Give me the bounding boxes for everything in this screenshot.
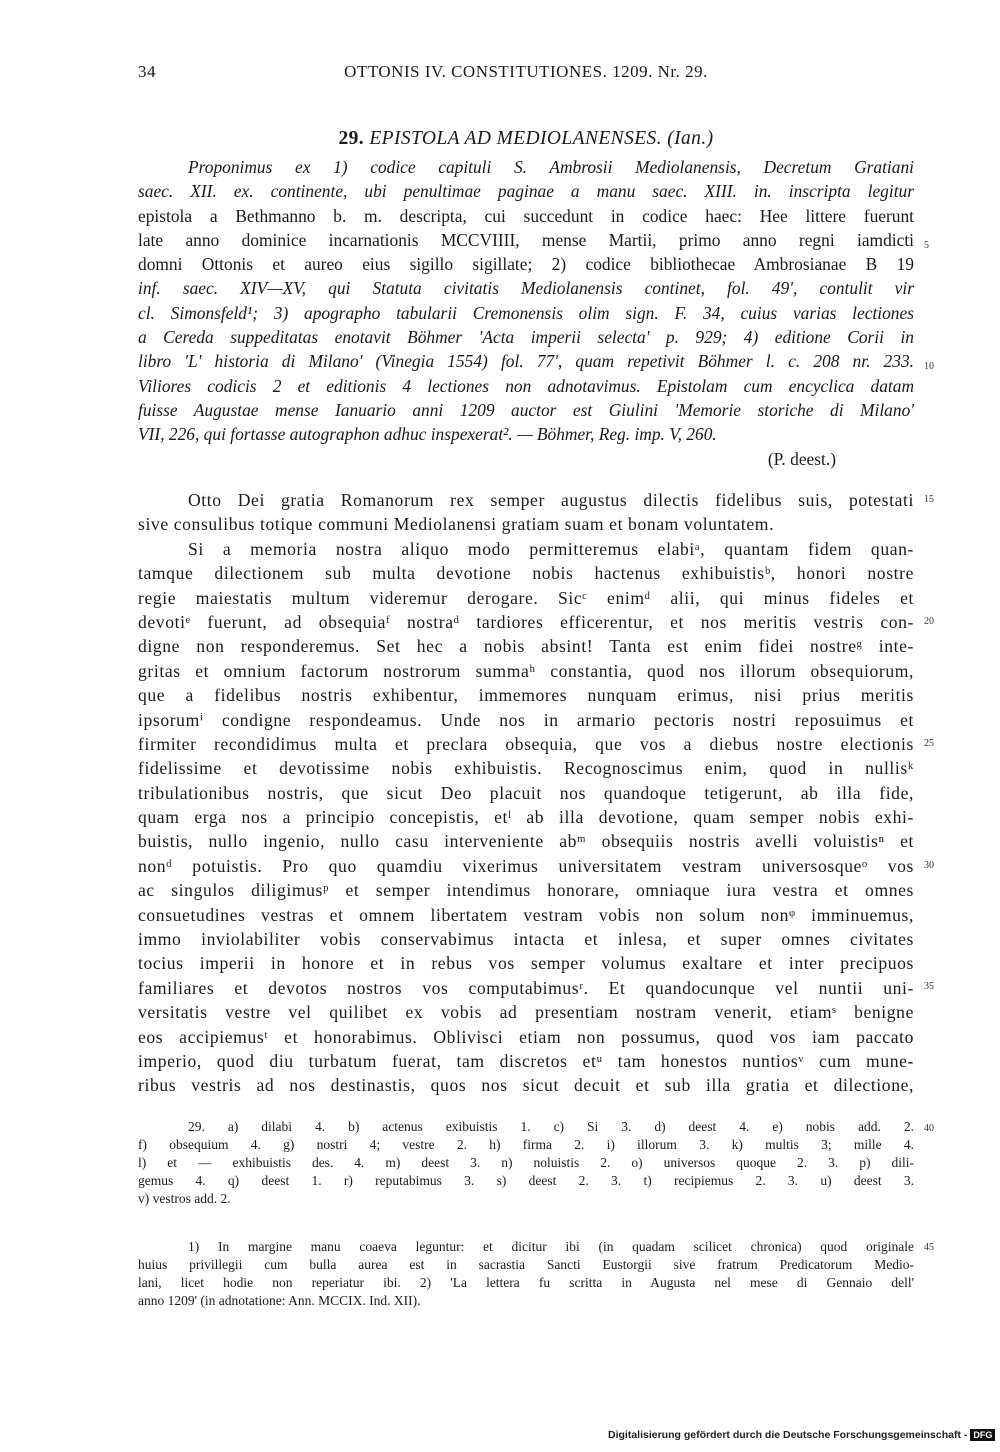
body-line: que a fidelibus nostris exhibentur, immemores nunquam erimus, nisi prius meritis [138, 685, 914, 706]
intro-end: (P. deest.) [767, 448, 836, 469]
line-number: 30 [924, 860, 934, 871]
running-title: OTTONIS IV. CONSTITUTIONES. 1209. Nr. 29. [344, 62, 708, 81]
title-text: EPISTOLA AD MEDIOLANENSES. (Ian.) [369, 128, 714, 149]
intro-line: fuisse Augustae mense Ianuario anni 1209 auctor est Giulini 'Memorie storiche di Milano' [138, 399, 914, 420]
line-number: 45 [924, 1242, 934, 1253]
intro-line: late anno dominice incarnationis MCCVIIII, mense Martii, primo anno regni iamdicti [138, 229, 914, 250]
body-line: gritas et omnium factorum nostrorum summaʰ constantia, quod nos illorum obsequiorum, [138, 660, 914, 681]
apparatus-line: l) et — exhibuistis des. 4. m) deest 3. n) noluistis 2. o) universos quoque 2. 3. p) dili- [138, 1155, 914, 1170]
intro-line: inf. saec. XIV—XV, qui Statuta civitatis Mediolanensis continet, fol. 49', contulit vir [138, 278, 914, 299]
digitization-credit [608, 1429, 996, 1445]
intro-line: a Cereda suppeditatas enotavit Böhmer 'Acta imperii selecta' p. 929; 4) editione Corii in [138, 327, 914, 348]
body-line: devotiᵉ fuerunt, ad obsequiaᶠ nostraᵈ tardiores efficerentur, et nos meritis vestris con- [138, 611, 914, 632]
apparatus-line: 29. a) dilabi 4. b) actenus exibuistis 1. c) Si 3. d) deest 4. e) nobis add. 2. [188, 1119, 914, 1134]
line-number: 20 [924, 616, 934, 627]
critical-apparatus [138, 1118, 914, 1208]
intro-line: VII, 226, qui fortasse autographon adhuc inspexerat². — Böhmer, Reg. imp. V, 260. [138, 424, 717, 445]
apparatus-line: gemus 4. q) deest 1. r) reputabimus 3. s) deest 2. 3. t) recipiemus 2. 3. u) deest 3. [138, 1173, 914, 1188]
body-line: regie maiestatis multum videremur derogare. Sicᶜ enimᵈ alii, qui minus fideles et [138, 587, 914, 608]
page-number: 34 [138, 62, 156, 81]
line-number: 40 [924, 1123, 934, 1134]
intro-line: Proponimus ex 1) codice capituli S. Ambrosii Mediolanensis, Decretum Gratiani [188, 157, 914, 177]
body-line: firmiter recondidimus multa et preclara obsequia, que vos a diebus nostre electionis [138, 733, 914, 754]
body-line: ac singulos diligimusᵖ et semper intendimus honorare, omniaque iura vestra et omnes [138, 880, 914, 901]
body-line: tocius imperii in honore et in rebus vos semper volumus exaltare et inter precipuos [138, 953, 914, 974]
body-line: imperio, quod diu turbatum fuerat, tam discretos etᵘ tam honestos nuntiosᵛ cum mune- [138, 1050, 914, 1071]
body-line: buistis, nullo ingenio, nullo casu interveniente abᵐ obsequiis nostris avelli voluistisⁿ et [138, 831, 914, 852]
note-line: 1) In margine manu coaeva leguntur: et dicitur ibi (in quadam scilicet chronica) quod originale [188, 1239, 914, 1254]
line-number: 5 [924, 240, 929, 251]
body-line: digne non responderemus. Set hec a nobis absint! Tanta est enim fidei nostreᵍ inte- [138, 636, 914, 657]
line-number: 10 [924, 361, 934, 372]
line-number: 25 [924, 738, 934, 749]
intro-line: domni Ottonis et aureo eius sigillo sigillate; 2) codice bibliothecae Ambrosianae B 19 [138, 254, 914, 275]
note-line: anno 1209' (in adnotatione: Ann. MCCIX. Ind. XII). [138, 1293, 421, 1308]
editorial-introduction [138, 155, 914, 471]
apparatus-line: f) obsequium 4. g) nostri 4; vestre 2. h) firma 2. i) illorum 3. k) multis 3; mille 4. [138, 1137, 914, 1152]
note-line: lani, licet hodie non reperiatur ibi. 2) 'La lettera fu scritta in Augusta nel mese di Gennaio dell' [138, 1275, 914, 1290]
body-line: nonᵈ potuistis. Pro quo quamdiu vixerimus universitatem vestram universosqueᵒ vos [138, 855, 914, 876]
body-line: Otto Dei gratia Romanorum rex semper augustus dilectis fidelibus suis, potestati [188, 490, 914, 510]
body-line: consuetudines vestras et omnem libertatem vestram vobis non solum nonᵠ imminuemus, [138, 904, 914, 925]
intro-line: saec. XII. ex. continente, ubi penultimae paginae a manu saec. XIII. in. inscripta legitur [138, 181, 914, 202]
body-line: tamque dilectionem sub multa devotione nobis hactenus exhibuistisᵇ, honori nostre [138, 563, 914, 584]
note-line: huius privillegii cum bulla aurea est in sacrastia Sancti Eustorgii sive fratrum Predicatorum Medio- [138, 1257, 914, 1272]
letter-text [138, 488, 914, 1098]
line-number: 35 [924, 981, 934, 992]
body-line: ipsorumⁱ condigne respondeamus. Unde nos in armario pectoris nostri reposuimus et [138, 709, 914, 730]
intro-line: cl. Simonsfeld¹; 3) apographo tabularii Cremonensis olim sign. F. 34, cuius varias lectiones [138, 302, 914, 323]
body-line: eos accipiemusᵗ et honorabimus. Oblivisci etiam non possumus, quod vos iam paccato [138, 1026, 914, 1047]
body-line: Si a memoria nostra aliquo modo permitteremus elabiᵃ, quantam fidem quan- [188, 538, 914, 559]
explanatory-notes [138, 1238, 914, 1310]
body-line: immo inviolabiliter vobis conservabimus intacta et inlesa, et super omnes civitates [138, 929, 914, 950]
credit-text: Digitalisierung gefördert durch die Deutsche Forschungsgemeinschaft - [608, 1429, 968, 1441]
dfg-logo: DFG [970, 1429, 995, 1441]
body-line: ribus vestris ad nos destinastis, quos nos sicut decuit et sub illa gratia et dilectione, [138, 1075, 914, 1096]
running-header [138, 62, 914, 90]
intro-line: libro 'L' historia di Milano' (Vinegia 1554) fol. 77', quam repetivit Böhmer l. c. 208 nr. 233. [138, 351, 914, 372]
document-title [138, 128, 914, 150]
body-line: familiares et devotos nostros vos computabimusʳ. Et quandocunque vel nuntii uni- [138, 977, 914, 998]
body-line: fidelissime et devotissime nobis exhibuistis. Recognoscimus enim, quod in nullisᵏ [138, 758, 914, 779]
body-line: tribulationibus nostris, que sicut Deo placuit nos quandoque tetigerunt, ab illa fide, [138, 782, 914, 803]
apparatus-line: v) vestros add. 2. [138, 1191, 231, 1206]
body-line: sive consulibus totique communi Mediolanensi gratiam suam et bonam voluntatem. [138, 514, 775, 535]
intro-line: Viliores codicis 2 et editionis 4 lectiones non adnotavimus. Epistolam cum encyclica datam [138, 375, 914, 396]
title-number: 29. [338, 128, 365, 149]
body-line: versitatis vestre vel quilibet ex vobis ad presentiam nostram venerit, etiamˢ benigne [138, 1002, 914, 1023]
body-line: quam erga nos a principio concepistis, etˡ ab illa devotione, quam semper nobis exhi- [138, 807, 914, 828]
line-number: 15 [924, 494, 934, 505]
intro-line: epistola a Bethmanno b. m. descripta, cui succedunt in codice haec: Hee littere fuerunt [138, 205, 914, 226]
